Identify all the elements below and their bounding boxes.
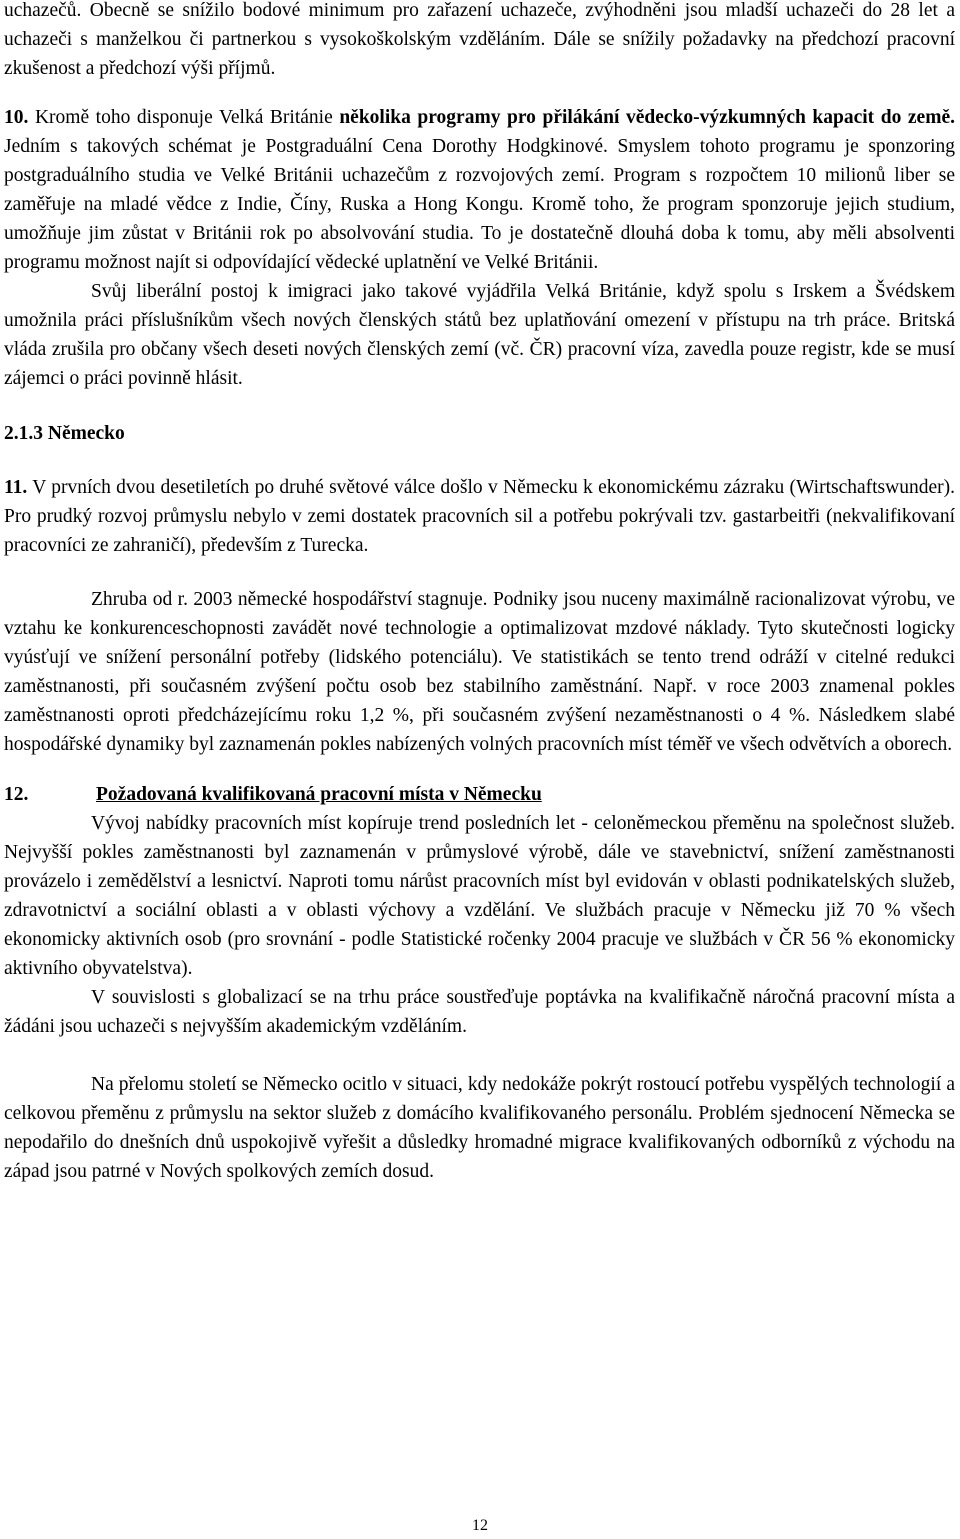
paragraph-intro: uchazečů. Obecně se snížilo bodové minimum pro zařazení uchazeče, zvýhodněni jsou mladší uchazeči do 28 let a uchazeči s manželkou či partnerkou s vysokoškolským vzděláním. Dále se snížily požadavky na předchozí pracovní zkušenost a předchozí výši příjmů. — [4, 0, 955, 79]
page-number: 12 — [472, 1517, 488, 1534]
subsection-heading-12 — [4, 780, 955, 809]
paragraph-vyvoj: Vývoj nabídky pracovních míst kopíruje trend posledních let - celoněmeckou přeměnu na společnost služeb. Nejvyšší pokles zaměstnanosti byl zaznamenán v průmyslové výrobě, dále ve stavebnictví, snížení zaměstnanosti provázelo i zemědělství a lesnictví. Naproti tomu nárůst pracovních míst byl evidován v oblasti podnikatelských služeb, zdravotnictví a sociální oblasti a v oblasti výchovy a vzdělání. Ve službách pracuje v Německu již 70 % všech ekonomicky aktivních osob (pro srovnání - podle Statistické ročenky 2004 pracuje ve službách v ČR 56 % ekonomicky aktivního obyvatelstva). — [4, 813, 955, 979]
paragraph-number-10: 10. — [4, 107, 29, 128]
subsection-title-12: Požadovaná kvalifikovaná pracovní místa v Německu — [96, 784, 542, 805]
paragraph-number-12: 12. — [4, 784, 29, 805]
paragraph-10 — [4, 103, 955, 277]
paragraph-prelom: Na přelomu století se Německo ocitlo v situaci, kdy nedokáže pokrýt rostoucí potřebu vyspělých technologií a celkovou přeměnu z průmyslu na sektor služeb z domácího kvalifikovaného personálu. Problém sjednocení Německa se nepodařilo do dnešních dnů uspokojivě vyřešit a důsledky hromadné migrace kvalifikovaných odborníků z východu na západ jsou patrné v Nových spolkových zemích dosud. — [4, 1074, 955, 1182]
paragraph-11-text: V prvních dvou desetiletích po druhé světové válce došlo v Německu k ekonomickému zázraku (Wirtschaftswunder). Pro prudký rozvoj průmyslu nebylo v zemi dostatek pracovních sil a potřebu pokrývali tzv. gastarbeitři (nekvalifikovaní pracovníci ze zahraničí), především z Turecka. — [4, 477, 955, 556]
paragraph-10-lead: Kromě toho disponuje Velká Británie — [28, 107, 340, 128]
paragraph-10-bold: několika programy pro přilákání vědecko-výzkumných kapacit do země. — [339, 107, 955, 128]
section-heading: 2.1.3 Německo — [4, 423, 125, 444]
paragraph-11 — [4, 473, 955, 560]
paragraph-liberal: Svůj liberální postoj k imigraci jako takové vyjádřila Velká Británie, když spolu s Irskem a Švédskem umožnila práci příslušníkům všech nových členských států bez uplatňování omezení v přístupu na trh práce. Britská vláda zrušila pro občany všech deseti nových členských zemí (vč. ČR) pracovní víza, zavedla pouze registr, kde se musí zájemci o práci povinně hlásit. — [4, 281, 955, 389]
paragraph-number-11: 11. — [4, 477, 28, 498]
paragraph-2003: Zhruba od r. 2003 německé hospodářství stagnuje. Podniky jsou nuceny maximálně racionalizovat výrobu, ve vztahu ke konkurenceschopnosti zavádět nové technologie a optimalizovat mzdové náklady. Tyto skutečnosti logicky vyúsťují ve snížení personální potřeby (lidského potenciálu). Ve statistikách se tento trend odráží v citelné redukci zaměstnanosti, při současném zvýšení počtu osob bez stabilního zaměstnání. Např. v roce 2003 znamenal pokles zaměstnanosti oproti předcházejícímu roku 1,2 %, při současném zvýšení nezaměstnanosti o 4 %. Následkem slabé hospodářské dynamiky byl zaznamenán pokles nabízených volných pracovních míst téměř ve všech odvětvích a oborech. — [4, 589, 955, 755]
paragraph-global: V souvislosti s globalizací se na trhu práce soustřeďuje poptávka na kvalifikačně náročná pracovní místa a žádáni jsou uchazeči s nejvyšším akademickým vzděláním. — [4, 987, 955, 1037]
paragraph-10-rest: Jedním s takových schémat je Postgraduální Cena Dorothy Hodgkinové. Smyslem tohoto programu je sponzoring postgraduálního studia ve Velké Británii uchazečům z rozvojových zemí. Program s rozpočtem 10 milionů liber se zaměřuje na mladé vědce z Indie, Číny, Ruska a Hong Kongu. Kromě toho, že program sponzoruje jejich studium, umožňuje jim zůstat v Británii rok po absolvování studia. To je dostatečně dlouhá doba k tomu, aby měli absolventi programu možnost najít si odpovídající vědecké uplatnění ve Velké Británii. — [4, 136, 955, 273]
